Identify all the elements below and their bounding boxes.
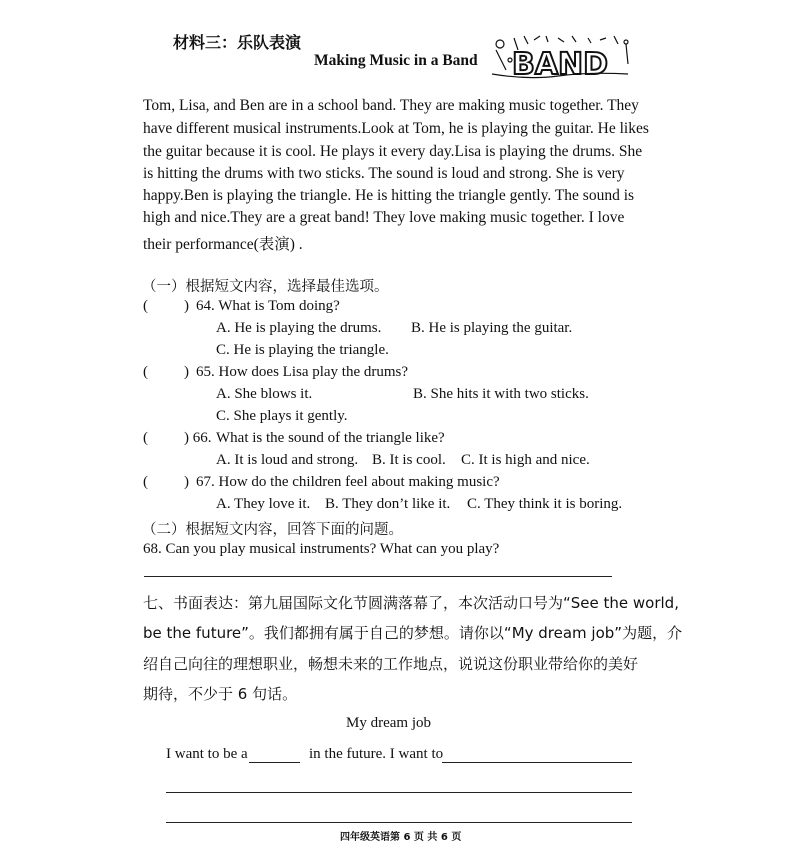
answer-paren-close: ) 66. [184,430,212,446]
passage-line: the guitar because it is cool. He plays it every day.Lisa is playing the drums. She [143,143,643,160]
option: A. She blows it. [216,386,313,402]
option: B. It is cool. [372,452,446,468]
answer-paren-close: ) [184,474,189,490]
essay-start-2: in the future. I want to [309,746,444,762]
band-logo [488,30,634,86]
question-67: 67. How do the children feel about making music? [196,474,500,490]
passage-line: is hitting the drums with two sticks. The sound is loud and strong. She is very [143,165,625,182]
option: A. It is loud and strong. [216,452,359,468]
essay-blank-job[interactable] [249,762,300,763]
passage-line: happy.Ben is playing the triangle. He is hitting the triangle gently. The sound is [143,187,635,204]
essay-writing-line[interactable] [166,822,632,823]
option: C. They think it is boring. [467,496,623,512]
passage-title: Making Music in a Band [314,52,478,69]
material-title: 材料三：乐队表演 [173,33,302,52]
question-65: 65. How does Lisa play the drums? [196,364,409,380]
answer-paren-close: ) [184,298,189,314]
passage-line: high and nice.They are a great band! They love making music together. I love [143,209,625,226]
essay-title: My dream job [346,715,431,731]
essay-start-1: I want to be a [166,746,248,762]
question-64: 64. What is Tom doing? [196,298,340,314]
option: C. She plays it gently. [216,408,348,424]
answer-paren-open: ( [143,474,148,490]
writing-prompt-line: 期待，不少于 6 句话。 [143,685,298,703]
question-68: 68. Can you play musical instruments? What can you play? [143,541,500,557]
option: C. It is high and nice. [461,452,590,468]
answer-paren-open: ( [143,430,148,446]
option: B. They don’t like it. [325,496,451,512]
option: B. He is playing the guitar. [411,320,573,336]
essay-writing-line[interactable] [166,792,632,793]
option: B. She hits it with two sticks. [413,386,589,402]
band-logo-text: BAND [511,47,609,82]
answer-paren-close: ) [184,364,189,380]
essay-blank-line[interactable] [442,762,632,763]
writing-prompt-line: 绍自己向往的理想职业，畅想未来的工作地点，说说这份职业带给你的美好 [143,655,639,673]
writing-prompt-line: 七、书面表达：第九届国际文化节圆满落幕了，本次活动口号为“See the world, [143,594,679,612]
passage-line: their performance(表演) . [143,236,303,253]
option: C. He is playing the triangle. [216,342,389,358]
answer-line-68[interactable] [144,576,612,577]
option: A. They love it. [216,496,311,512]
question-66: What is the sound of the triangle like? [216,430,445,446]
answer-paren-open: ( [143,364,148,380]
option: A. He is playing the drums. [216,320,382,336]
section2-heading: （二）根据短文内容，回答下面的问题。 [142,522,403,538]
passage-line: Tom, Lisa, and Ben are in a school band. They are making music together. They [143,97,639,114]
section1-heading: （一）根据短文内容，选择最佳选项。 [142,279,389,295]
answer-paren-open: ( [143,298,148,314]
page-footer: 四年级英语第 6 页 共 6 页 [340,832,462,843]
passage-line: have different musical instruments.Look at Tom, he is playing the guitar. He likes [143,120,649,137]
writing-prompt-line: be the future”。我们都拥有属于自己的梦想。请你以“My dream job”为题，介 [143,624,683,642]
